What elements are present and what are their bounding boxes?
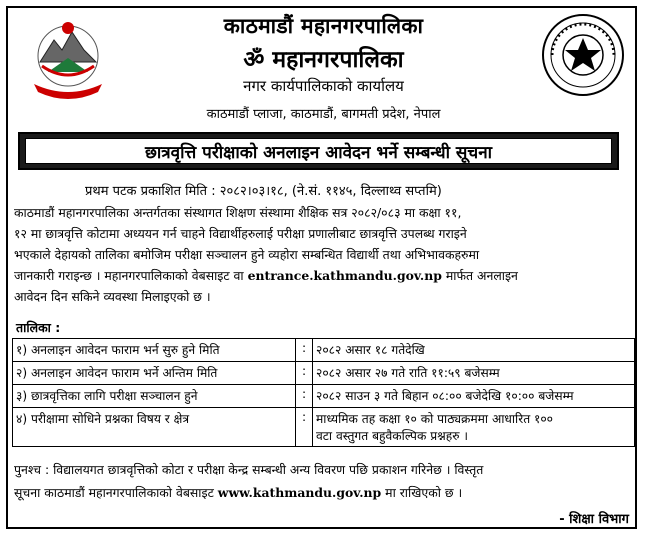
table-row [13, 362, 635, 385]
table-cell: २०८२ असार २७ गते राति ११:५९ बजेसम्म [313, 362, 635, 385]
table-cell: २०८२ असार १८ गतेदेखि [313, 339, 635, 362]
table-cell: २०८२ साउन ३ गते बिहान ०८:०० बजेदेखि १०:०० बजेसम्म [313, 385, 635, 408]
postscript-text: मा राखिएको छ । [385, 485, 463, 500]
table-label: तालिका : [16, 320, 61, 335]
paragraph-line: आवेदन दिन सकिने व्यवस्था मिलाइएको छ । [14, 289, 211, 304]
table-row [13, 408, 635, 447]
table-cell-line: माध्यमिक तह कक्षा १० को पाठ्यक्रममा आधारित १०० [316, 412, 554, 426]
org-title: काठमाडौं महानगरपालिका [223, 14, 424, 38]
notice-title-band [18, 132, 619, 170]
table-cell: ४) परीक्षामा सोधिने प्रश्नका विषय र क्षेत्र [13, 408, 296, 447]
paragraph-text: जानकारी गराइन्छ । महानगरपालिकाको वेबसाइट वा [14, 268, 244, 283]
office-name: नगर कार्यपालिकाको कार्यालय [243, 77, 404, 95]
table-cell: १) अनलाइन आवेदन फाराम भर्न सुरु हुने मिति [13, 339, 296, 362]
notice-paragraph [14, 202, 632, 307]
paragraph-line: १२ मा छात्रवृत्ति कोटामा अध्ययन गर्न चाहने विद्यार्थीहरुलाई परीक्षा प्रणालीबाट छात्रवृत्ति उपलब्ध गराइने [14, 226, 467, 241]
postscript-text: सूचना काठमाडौं महानगरपालिकाको वेबसाइट [14, 485, 214, 500]
paragraph-line [14, 265, 632, 286]
table-cell: : [296, 385, 313, 408]
table-row [13, 385, 635, 408]
table-cell: : [296, 339, 313, 362]
table-cell: : [296, 362, 313, 385]
notice-title: छात्रवृत्ति परीक्षाको अनलाइन आवेदन भर्ने सम्बन्धी सूचना [25, 138, 612, 164]
signature-department: - शिक्षा विभाग [559, 512, 629, 527]
org-calligraphy-title: ॐ महानगरपालिका [243, 47, 404, 73]
table-cell: २) अनलाइन आवेदन फाराम भर्ने अन्तिम मिति [13, 362, 296, 385]
paragraph-text: मार्फत अनलाइन [445, 268, 518, 283]
entrance-url-link[interactable]: entrance.kathmandu.gov.np [247, 268, 442, 283]
postscript-line [14, 481, 632, 504]
table-cell [313, 408, 635, 447]
published-date: प्रथम पटक प्रकाशित मिति : २०८२।०३।१८, (ने.सं. ११४५, दिल्लाथ्व सप्तमि) [85, 184, 442, 199]
paragraph-line: भएकाले देहायको तालिका बमोजिम परीक्षा सञ्चालन हुने व्यहोरा सम्बन्धित विद्यार्थी तथा अभिभावकहरुमा [14, 247, 480, 262]
postscript-line: पुनश्च : विद्यालयगत छात्रवृत्तिको कोटा र परीक्षा केन्द्र सम्बन्धी अन्य विवरण पछि प्रकाशन गरिनेछ । विस्तृत [14, 462, 484, 477]
postscript [14, 458, 632, 504]
table-cell-line: वटा वस्तुगत बहुवैकल्पिक प्रश्नहरु । [316, 429, 469, 443]
paragraph-line: काठमाडौं महानगरपालिका अन्तर्गतका संस्थागत शिक्षण संस्थामा शैक्षिक सत्र २०८२/०८३ मा कक्षा ११, [14, 205, 462, 220]
table-row [13, 339, 635, 362]
table-cell: : [296, 408, 313, 447]
table-cell: ३) छात्रवृत्तिका लागि परीक्षा सञ्चालन हुने [13, 385, 296, 408]
office-address: काठमाडौं प्लाजा, काठमाडौं, बागमती प्रदेश, नेपाल [206, 107, 441, 122]
schedule-table [12, 338, 635, 447]
kmc-website-link[interactable]: www.kathmandu.gov.np [217, 485, 382, 500]
